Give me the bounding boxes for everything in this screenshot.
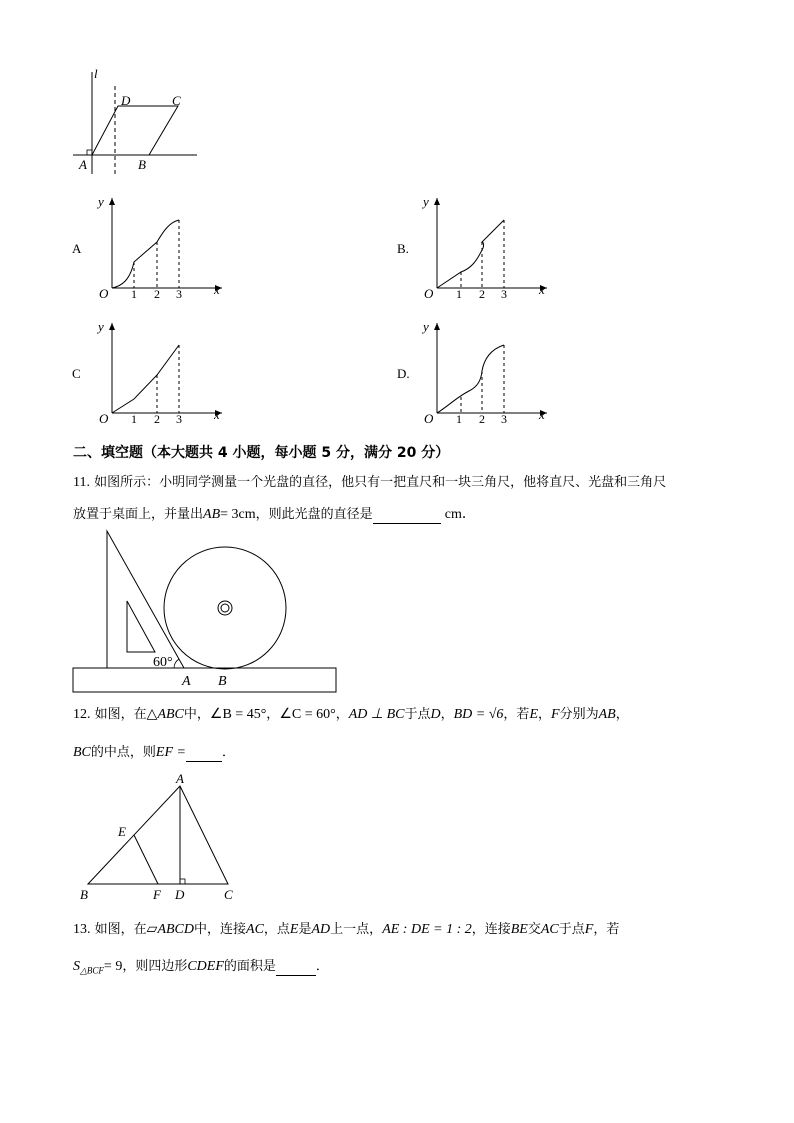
label-l: l [94, 66, 98, 81]
q12-label-E: E [118, 824, 126, 839]
q13-l2a: S [73, 959, 80, 974]
q11-text1: 如图所示：小明同学测量一个光盘的直径，他只有一把直尺和一块三角尺，他将直尺、光盘和三角尺 [94, 475, 667, 490]
tick-2: 2 [479, 412, 485, 426]
q11-line2 [73, 507, 476, 524]
q13-t9: 上一点， [330, 922, 383, 937]
label-B: B [138, 157, 146, 172]
tick-3: 3 [176, 287, 182, 301]
axis-y: y [423, 194, 429, 209]
option-C-label: C [72, 366, 81, 381]
q12-t4: ∠B = 45° [209, 707, 267, 722]
q13-t12: BE [510, 922, 528, 937]
q13-t2: ABCD [157, 922, 194, 937]
option-B-graph [417, 190, 557, 302]
q12-t19: ， [615, 707, 629, 722]
q13-t8: AD [311, 922, 331, 937]
q12-label-A: A [176, 772, 184, 786]
option-B-label: B. [397, 241, 409, 256]
q12-t11: ， [440, 707, 454, 722]
q11-line1 [73, 475, 666, 491]
q12-line1 [73, 707, 629, 723]
q13-t11: ，连接 [471, 922, 511, 937]
axis-x: x [539, 282, 545, 297]
tick-3: 3 [501, 412, 507, 426]
q13-t15: 于点 [558, 922, 585, 937]
q13-l2f: ． [315, 959, 329, 974]
q13-l2sub: △BCF [80, 965, 104, 976]
q13-number: 13. [73, 922, 91, 937]
axis-x: x [539, 407, 545, 422]
tick-1: 1 [456, 287, 462, 301]
q12-l2b: 的中点，则 [90, 745, 156, 760]
triangle-figure [74, 772, 244, 906]
tick-1: 1 [456, 412, 462, 426]
q12-label-B: B [80, 887, 88, 902]
q13-l2c: ，则四边形 [122, 959, 188, 974]
axis-x: x [214, 407, 220, 422]
q13-parallelogram-sym: ▱ [146, 922, 158, 937]
cd-ruler-figure [70, 528, 342, 696]
option-D-label: D. [397, 366, 410, 381]
tick-2: 2 [479, 287, 485, 301]
q13-l2d: CDEF [187, 959, 224, 974]
label-D: D [121, 93, 131, 108]
parallelogram-figure [65, 62, 205, 177]
q13-t10: AE : DE = 1 : 2 [382, 922, 472, 937]
q12-label-D: D [175, 887, 185, 902]
q11-answer-blank[interactable] [373, 507, 441, 524]
q13-t7: 是 [298, 922, 312, 937]
q12-t10: D [430, 707, 441, 722]
tick-3: 3 [176, 412, 182, 426]
option-C-graph [92, 315, 232, 427]
q12-t7: ， [335, 707, 349, 722]
q13-line1 [73, 922, 619, 938]
q12-t8: AD ⊥ BC [348, 707, 405, 722]
q12-label-F: F [153, 887, 161, 902]
option-A-label: A [72, 241, 82, 256]
q12-t6: ∠C = 60° [279, 707, 336, 722]
tick-1: 1 [131, 412, 137, 426]
q13-t4: AC [246, 922, 264, 937]
q12-l2a: BC [73, 745, 91, 760]
q11-text2a: 放置于桌面上，并量出 [73, 507, 204, 522]
q12-t12: BD = √6 [453, 707, 504, 722]
q11-number: 11. [73, 475, 90, 490]
q13-l2e: 的面积是 [223, 959, 276, 974]
tick-2: 2 [154, 287, 160, 301]
q13-t17: ，若 [593, 922, 620, 937]
origin: O [424, 286, 434, 301]
axis-y: y [423, 319, 429, 334]
q12-l2c: EF = [155, 745, 186, 760]
origin: O [99, 286, 109, 301]
q12-t18: AB [598, 707, 616, 722]
q12-line2 [73, 745, 235, 762]
q11-unit: cm． [444, 507, 476, 522]
q13-t6: E [289, 922, 299, 937]
q12-t2: ABC [157, 707, 184, 722]
label-A: A [79, 157, 87, 172]
section-title: 二、填空题（本大题共 4 小题，每小题 5 分，满分 20 分） [73, 445, 450, 461]
axis-y: y [98, 194, 104, 209]
tick-2: 2 [154, 412, 160, 426]
q12-t3: 中， [183, 707, 210, 722]
q12-triangle-sym: △ [146, 707, 158, 722]
q12-number: 12. [73, 707, 91, 722]
q11-ab: AB [203, 507, 221, 522]
axis-x: x [214, 282, 220, 297]
q12-t5: ， [266, 707, 280, 722]
q13-t16: F [584, 922, 594, 937]
q11-eq: = 3cm [220, 507, 256, 522]
q12-t15: ， [538, 707, 552, 722]
q11-label-A: A [182, 674, 191, 689]
origin: O [424, 411, 434, 426]
q12-t13: ，若 [503, 707, 530, 722]
q12-t14: E [529, 707, 538, 722]
q12-t17: 分别为 [559, 707, 599, 722]
tick-1: 1 [131, 287, 137, 301]
q11-angle: 60° [153, 655, 173, 670]
q13-line2 [73, 959, 329, 979]
q13-answer-blank[interactable] [276, 959, 316, 976]
q13-t14: AC [540, 922, 559, 937]
option-A-graph [92, 190, 232, 302]
origin: O [99, 411, 109, 426]
tick-3: 3 [501, 287, 507, 301]
q13-t3: 中，连接 [194, 922, 247, 937]
q11-text2b: ，则此光盘的直径是 [255, 507, 373, 522]
q13-t1: 如图，在 [94, 922, 147, 937]
q13-t5: ，点 [263, 922, 290, 937]
q12-t1: 如图，在 [94, 707, 147, 722]
q12-t9: 于点 [404, 707, 431, 722]
q13-t13: 交 [527, 922, 541, 937]
axis-y: y [98, 319, 104, 334]
q12-t16: F [551, 707, 560, 722]
option-D-graph [417, 315, 557, 427]
q12-answer-blank[interactable] [186, 745, 222, 762]
q11-label-B: B [218, 674, 227, 689]
label-C: C [172, 93, 181, 108]
q13-l2b: = 9 [103, 959, 123, 974]
q12-l2d: ． [221, 745, 235, 760]
q12-label-C: C [224, 887, 233, 902]
